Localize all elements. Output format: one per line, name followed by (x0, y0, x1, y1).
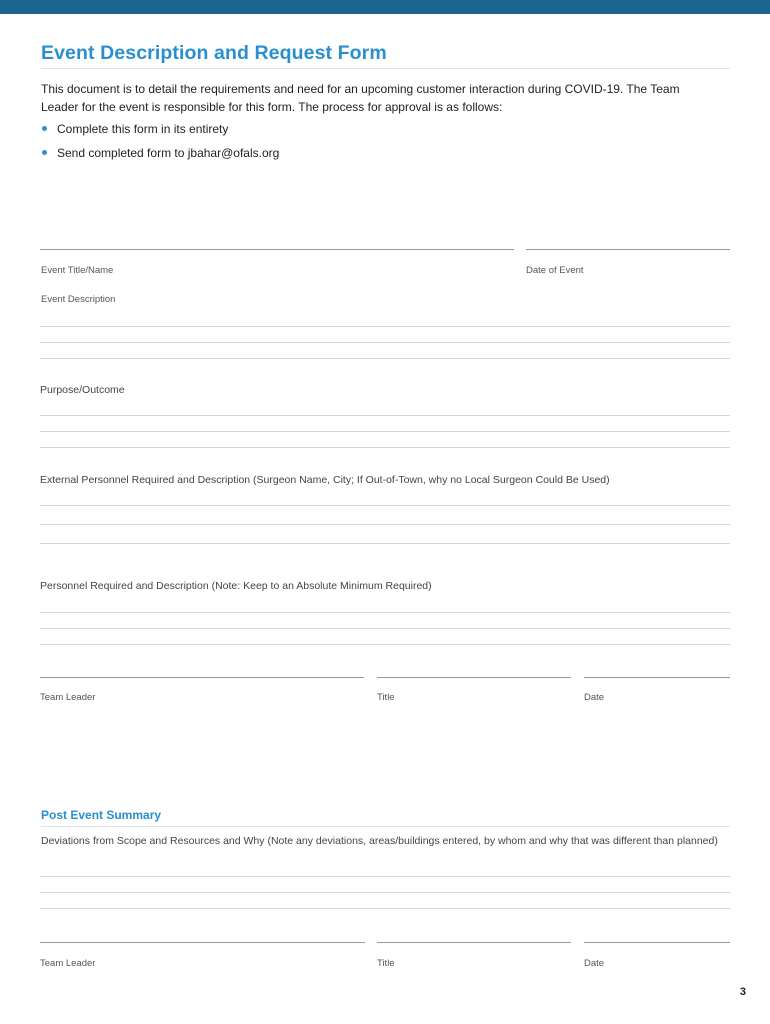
header-bar (0, 0, 770, 14)
post-event-divider (41, 826, 730, 827)
event-description-label: Event Description (41, 294, 116, 305)
intro-paragraph: This document is to detail the requirements and need for an upcoming customer interaction during COVID-19. The Team Leader for the event is responsible for this form. The process for approval is as follows: (41, 82, 680, 114)
event-title-label: Event Title/Name (41, 265, 114, 276)
personnel-line-3[interactable] (40, 644, 730, 645)
bullet-icon (42, 150, 47, 155)
date-of-event-label: Date of Event (526, 265, 584, 276)
date-label: Date (584, 692, 605, 703)
deviations-label: Deviations from Scope and Resources and Why (Note any deviations, areas/buildings entered, by whom and why that was different than planned) (41, 835, 718, 847)
purpose-line-1[interactable] (40, 415, 730, 416)
date-of-event-field[interactable] (526, 249, 730, 250)
external-personnel-line-2[interactable] (40, 524, 730, 525)
bullet-icon (42, 126, 47, 131)
event-description-line-1[interactable] (40, 326, 730, 327)
post-title-signature-field[interactable] (377, 942, 571, 943)
title-label: Title (377, 692, 395, 703)
post-team-leader-label: Team Leader (40, 958, 96, 969)
process-list (41, 121, 279, 169)
post-team-leader-signature-field[interactable] (40, 942, 365, 943)
personnel-label: Personnel Required and Description (Note: Keep to an Absolute Minimum Required) (40, 580, 432, 592)
title-divider (41, 68, 730, 69)
page-title: Event Description and Request Form (41, 42, 387, 64)
deviations-line-3[interactable] (40, 908, 730, 909)
list-item (41, 145, 279, 169)
title-signature-field[interactable] (377, 677, 571, 678)
list-item-text: Complete this form in its entirety (57, 122, 229, 136)
team-leader-signature-field[interactable] (40, 677, 364, 678)
external-personnel-line-1[interactable] (40, 505, 730, 506)
list-item-text: Send completed form to jbahar@ofals.org (57, 146, 280, 160)
personnel-line-2[interactable] (40, 628, 730, 629)
external-personnel-label: External Personnel Required and Description (Surgeon Name, City; If Out-of-Town, why no Local Surgeon Could Be Used) (40, 474, 610, 486)
personnel-line-1[interactable] (40, 612, 730, 613)
external-personnel-line-3[interactable] (40, 543, 730, 544)
page-number: 3 (739, 986, 746, 998)
post-date-label: Date (584, 958, 605, 969)
event-description-line-2[interactable] (40, 342, 730, 343)
purpose-line-3[interactable] (40, 447, 730, 448)
event-description-line-3[interactable] (40, 358, 730, 359)
event-title-field[interactable] (40, 249, 514, 250)
purpose-label: Purpose/Outcome (40, 384, 125, 396)
purpose-line-2[interactable] (40, 431, 730, 432)
team-leader-label: Team Leader (40, 692, 96, 703)
post-title-label: Title (377, 958, 395, 969)
date-signature-field[interactable] (584, 677, 730, 678)
post-event-heading: Post Event Summary (41, 808, 162, 822)
deviations-line-2[interactable] (40, 892, 730, 893)
list-item (41, 121, 279, 145)
post-date-signature-field[interactable] (584, 942, 730, 943)
deviations-line-1[interactable] (40, 876, 730, 877)
